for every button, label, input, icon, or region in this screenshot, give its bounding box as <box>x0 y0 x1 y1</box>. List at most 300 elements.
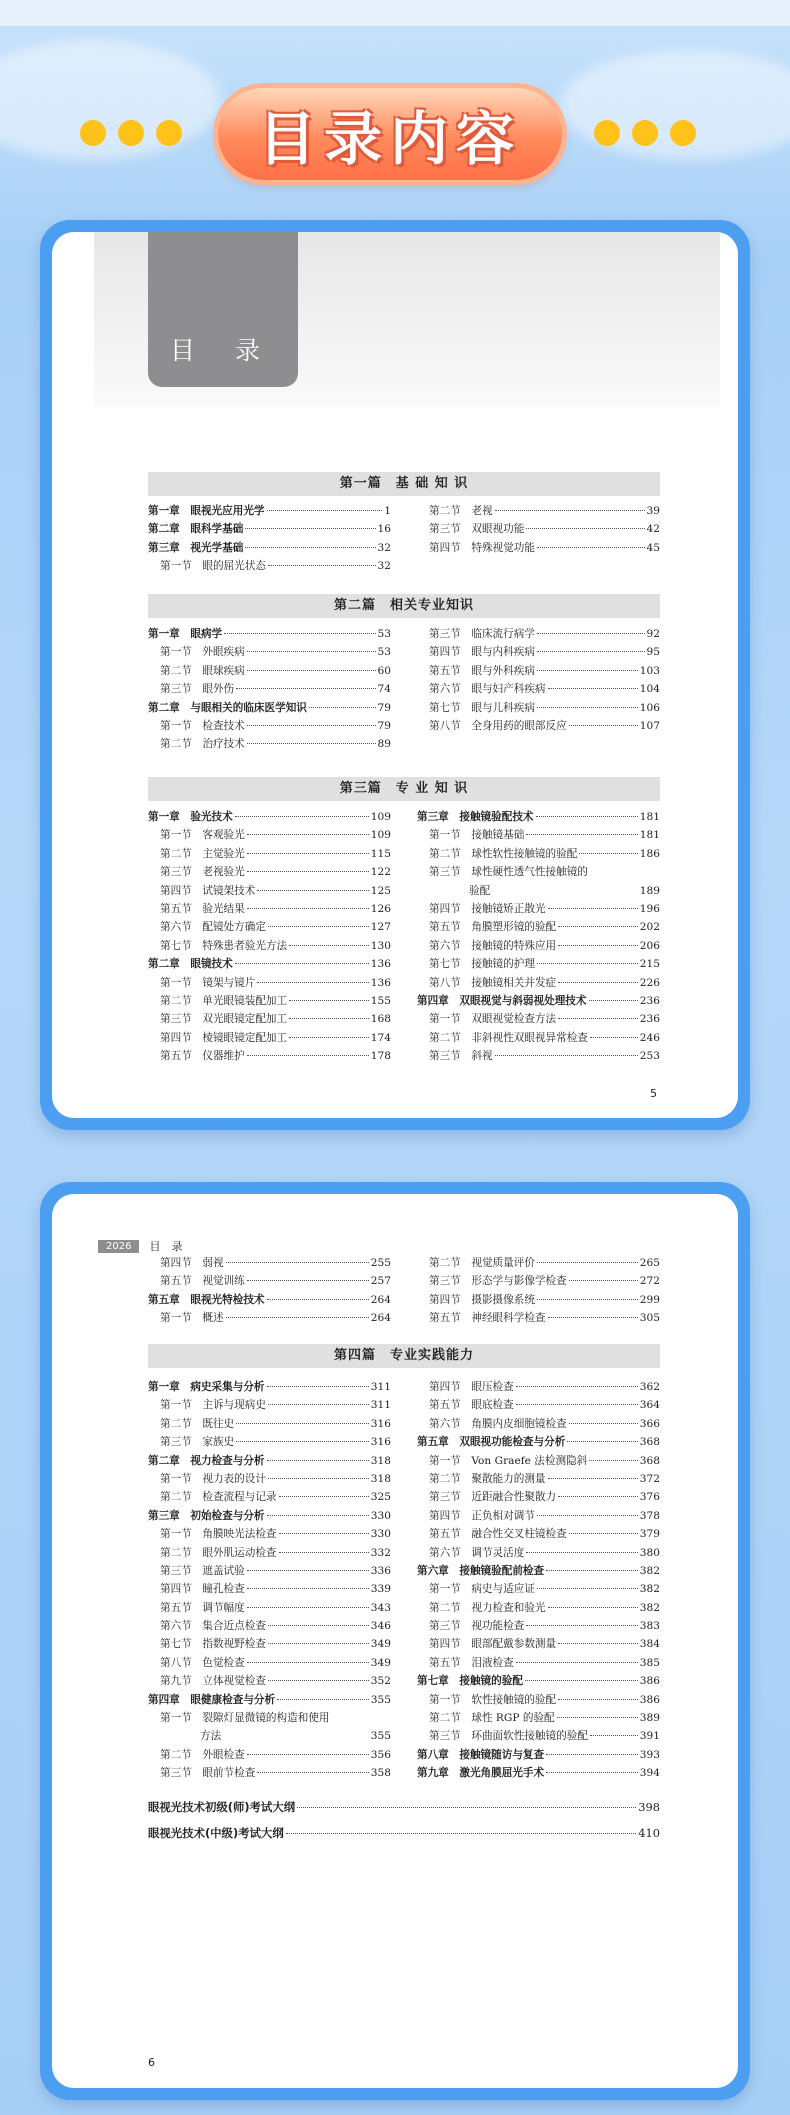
toc-section-entry <box>148 1047 391 1065</box>
year-label: 2026 <box>98 1240 139 1253</box>
toc-section-entry <box>417 918 660 936</box>
dot-leader <box>558 1018 638 1019</box>
toc-section-entry <box>417 1544 660 1562</box>
entry-title: 第二节 眼外肌运动检查 <box>160 1546 277 1559</box>
toc-section-entry <box>148 1029 391 1047</box>
entry-page-number: 272 <box>639 1275 660 1288</box>
dot-leader <box>516 1662 638 1663</box>
entry-title: 第二节 球性软性接触镜的验配 <box>429 847 578 860</box>
entry-title: 第三节 眼前节检查 <box>160 1767 256 1780</box>
dot-leader <box>526 1625 637 1626</box>
dot-decoration <box>670 120 696 146</box>
dot-leader <box>289 1037 369 1038</box>
dot-leader <box>537 707 638 708</box>
entry-title: 第七节 特殊患者验光方法 <box>160 939 288 952</box>
entry-title: 第五节 神经眼科学检查 <box>429 1312 546 1325</box>
running-title: 目 录 <box>149 1240 183 1253</box>
entry-title: 第二节 眼球疾病 <box>160 664 245 677</box>
entry-page-number: 316 <box>370 1436 391 1449</box>
entry-title: 第四节 眼与内科疾病 <box>429 646 535 659</box>
toc-section-entry <box>417 1378 660 1396</box>
dot-decoration <box>118 120 144 146</box>
toc-section-entry <box>148 680 391 698</box>
entry-page-number: 32 <box>377 541 391 554</box>
dot-leader <box>247 1662 369 1663</box>
dot-leader <box>558 1699 638 1700</box>
entry-page-number: 255 <box>370 1257 391 1269</box>
entry-title: 第四节 接触镜矫正散光 <box>429 902 546 915</box>
entry-page-number: 206 <box>639 939 660 952</box>
entry-title: 第七节 接触镜的护理 <box>429 958 535 971</box>
entry-title: 第一章 眼视光应用光学 <box>148 505 265 517</box>
entry-title: 眼视光技术初级(师)考试大纲 <box>148 1800 296 1814</box>
entry-title: 验配 <box>469 884 491 897</box>
entry-title: 第八章 接触镜随访与复查 <box>417 1748 545 1761</box>
entry-title: 第一节 视力表的设计 <box>160 1472 266 1485</box>
entry-title: 第二节 既往史 <box>160 1417 235 1430</box>
entry-page-number: 352 <box>370 1675 391 1688</box>
toc-column-right <box>417 1378 660 1783</box>
entry-title: 第一节 双眼视觉检查方法 <box>429 1013 557 1026</box>
toc-section-entry <box>417 1580 660 1598</box>
toc-section-entry <box>417 1617 660 1635</box>
entry-title: 第五节 调节幅度 <box>160 1601 245 1614</box>
entry-title: 第三节 遮盖试验 <box>160 1564 245 1577</box>
appendix-list <box>148 1794 660 1846</box>
dot-leader <box>516 1404 638 1405</box>
entry-title: 第二节 单光眼镜装配加工 <box>160 994 288 1007</box>
toc-section-entry <box>417 955 660 973</box>
toc-section-entry <box>148 1396 391 1414</box>
entry-title: 第四节 眼部配戴参数测量 <box>429 1638 557 1651</box>
toc-section-entry <box>417 662 660 680</box>
toc-column-right <box>417 808 660 1065</box>
dot-leader <box>267 1299 369 1300</box>
dot-leader <box>257 890 368 891</box>
entry-title: 第四节 试镜架技术 <box>160 884 256 897</box>
dot-leader <box>289 945 369 946</box>
entry-page-number: 264 <box>370 1293 391 1306</box>
toc-section-entry <box>417 1452 660 1470</box>
toc-section-entry <box>148 1010 391 1028</box>
entry-page-number: 382 <box>639 1583 660 1596</box>
entry-page-number: 236 <box>639 994 660 1007</box>
entry-page-number: 202 <box>639 921 660 934</box>
entry-title: 第三节 环曲面软性接触镜的验配 <box>429 1730 588 1743</box>
entry-page-number: 332 <box>370 1546 391 1559</box>
entry-page-number: 356 <box>370 1748 391 1761</box>
dot-leader <box>226 1317 369 1318</box>
part-title: 第一篇 基 础 知 识 <box>148 472 660 496</box>
entry-title: 第二章 眼科学基础 <box>148 523 244 536</box>
toc-section-entry <box>148 918 391 936</box>
toc-chapter-entry <box>417 1746 660 1764</box>
entry-title: 第四章 双眼视觉与斜弱视处理技术 <box>417 994 587 1007</box>
entry-title: 第三节 眼外伤 <box>160 683 235 696</box>
toc-section-entry <box>148 1672 391 1690</box>
entry-page-number: 339 <box>370 1583 391 1596</box>
entry-page-number: 311 <box>370 1399 391 1412</box>
entry-title: 第五节 角膜塑形镜的验配 <box>429 921 557 934</box>
toc-section-entry <box>417 1635 660 1653</box>
toc-chapter-entry <box>148 539 391 557</box>
dot-leader <box>537 963 638 964</box>
dot-leader <box>289 1000 369 1001</box>
entry-title: 第四节 弱视 <box>160 1257 224 1269</box>
entry-title: 第三节 形态学与影像学检查 <box>429 1275 567 1288</box>
entry-page-number: 372 <box>639 1472 660 1485</box>
toc-chapter-entry <box>417 1562 660 1580</box>
entry-title: 第九节 立体视觉检查 <box>160 1675 266 1688</box>
dot-leader <box>569 1423 638 1424</box>
toc-section-entry <box>148 1272 391 1290</box>
entry-page-number: 393 <box>639 1748 660 1761</box>
entry-title: 第六节 配镜处方确定 <box>160 921 266 934</box>
entry-page-number: 380 <box>639 1546 660 1559</box>
dot-leader <box>257 982 368 983</box>
entry-page-number: 362 <box>639 1381 660 1393</box>
entry-title: 第七节 指数视野检查 <box>160 1638 266 1651</box>
dot-leader <box>569 725 638 726</box>
entry-page-number: 318 <box>370 1472 391 1485</box>
entry-title: 第二节 治疗技术 <box>160 738 245 751</box>
entry-page-number: 376 <box>639 1491 660 1504</box>
entry-page-number: 109 <box>370 829 391 842</box>
entry-page-number: 364 <box>639 1399 660 1412</box>
toc-section-entry <box>148 662 391 680</box>
dot-leader <box>268 926 369 927</box>
dot-leader <box>247 743 376 744</box>
entry-page-number: 336 <box>370 1564 391 1577</box>
toc-column-right <box>417 1254 660 1328</box>
toc-section-entry <box>417 937 660 955</box>
toc-page-1 <box>52 232 738 1118</box>
toc-section-entry <box>417 1010 660 1028</box>
entry-title: 第五节 视觉训练 <box>160 1275 245 1288</box>
entry-title: 第八节 色觉检查 <box>160 1656 245 1669</box>
toc-section-entry <box>148 974 391 992</box>
toc-section-entry <box>417 845 660 863</box>
dot-leader <box>495 1055 638 1056</box>
entry-page-number: 60 <box>377 664 391 677</box>
entry-page-number: 53 <box>377 628 391 640</box>
entry-page-number: 343 <box>370 1601 391 1614</box>
entry-title: 第二节 视力检查和验光 <box>429 1601 546 1614</box>
entry-title: 第三节 双眼视功能 <box>429 523 525 536</box>
entry-title: 第二节 非斜视性双眼视异常检查 <box>429 1031 588 1044</box>
entry-page-number: 355 <box>370 1730 391 1743</box>
dot-leader <box>558 982 638 983</box>
entry-title: 第一章 验光技术 <box>148 811 233 823</box>
toc-section-entry <box>148 1580 391 1598</box>
entry-page-number: 368 <box>639 1436 660 1449</box>
dot-decoration <box>156 120 182 146</box>
dot-leader <box>235 963 369 964</box>
toc-chapter-entry <box>148 1378 391 1396</box>
dot-leader <box>537 633 645 634</box>
dot-leader <box>236 1441 369 1442</box>
top-strip <box>0 0 790 26</box>
toc-chapter-entry <box>417 1672 660 1690</box>
entry-title: 第二节 主觉验光 <box>160 847 245 860</box>
toc-section-entry <box>417 625 660 643</box>
dot-leader <box>279 1552 369 1553</box>
entry-page-number: 398 <box>638 1800 660 1814</box>
dot-leader <box>247 1607 369 1608</box>
toc-page-card-2 <box>40 1182 750 2100</box>
toc-chapter-entry <box>148 1507 391 1525</box>
entry-page-number: 325 <box>370 1491 391 1504</box>
dot-leader <box>526 528 644 529</box>
entry-page-number: 174 <box>370 1031 391 1044</box>
toc-section-entry <box>417 826 660 844</box>
entry-title: 第一节 镜架与镜片 <box>160 976 256 989</box>
toc-section-entry <box>417 974 660 992</box>
toc-column-right <box>417 625 660 735</box>
dot-leader <box>567 1441 637 1442</box>
toc-section-entry <box>417 1254 660 1272</box>
entry-page-number: 368 <box>639 1454 660 1467</box>
toc-section-entry <box>417 1291 660 1309</box>
toc-section-entry <box>417 900 660 918</box>
entry-title: 第二节 外眼检查 <box>160 1748 245 1761</box>
entry-title: 第一节 概述 <box>160 1312 224 1325</box>
entry-title: 第一节 接触镜基础 <box>429 829 525 842</box>
entry-page-number: 349 <box>370 1638 391 1651</box>
toc-section-entry <box>417 717 660 735</box>
toc-section-entry <box>417 1709 660 1727</box>
toc-section-entry <box>148 937 391 955</box>
toc-section-entry <box>148 826 391 844</box>
dot-leader <box>268 1643 369 1644</box>
dot-leader <box>537 547 645 548</box>
entry-page-number: 378 <box>639 1509 660 1522</box>
toc-section-entry <box>417 1488 660 1506</box>
entry-title: 第六章 接触镜验配前检查 <box>417 1564 545 1577</box>
entry-page-number: 16 <box>377 523 391 536</box>
entry-title: 第二章 与眼相关的临床医学知识 <box>148 701 307 714</box>
toc-chapter-entry <box>148 625 391 643</box>
entry-page-number: 410 <box>638 1826 660 1840</box>
entry-page-number: 186 <box>639 847 660 860</box>
entry-title: 第一节 外眼疾病 <box>160 646 245 659</box>
dot-leader <box>247 834 369 835</box>
dot-leader <box>245 528 375 529</box>
dot-leader <box>247 1588 369 1589</box>
toc-section-entry <box>417 1691 660 1709</box>
toc-section-entry <box>148 1309 391 1327</box>
dot-leader <box>224 633 375 634</box>
entry-title: 第八节 全身用药的眼部反应 <box>429 719 567 732</box>
entry-page-number: 382 <box>639 1564 660 1577</box>
entry-title: 第二章 视力检查与分析 <box>148 1454 265 1467</box>
dot-leader <box>557 1717 638 1718</box>
entry-title: 第六节 集合近点检查 <box>160 1620 266 1633</box>
dot-leader <box>247 725 376 726</box>
toc-section-entry <box>148 557 391 575</box>
dot-decoration <box>594 120 620 146</box>
dot-leader <box>247 1570 369 1571</box>
entry-title: 第五节 眼与外科疾病 <box>429 664 535 677</box>
entry-title: 第五节 眼底检查 <box>429 1399 514 1412</box>
toc-heading-tab: 目 录 <box>148 232 298 387</box>
entry-page-number: 215 <box>639 958 660 971</box>
toc-section-entry <box>417 1029 660 1047</box>
entry-title: 第四节 眼压检查 <box>429 1381 514 1393</box>
dot-decoration <box>632 120 658 146</box>
banner-pill <box>218 88 562 180</box>
entry-title: 第一节 角膜映光法检查 <box>160 1528 277 1541</box>
entry-title: 第四节 瞳孔检查 <box>160 1583 245 1596</box>
banner <box>0 80 790 190</box>
toc-column-left <box>148 1378 391 1783</box>
dot-leader <box>268 1404 369 1405</box>
entry-title: 第六节 眼与妇产科疾病 <box>429 683 546 696</box>
toc-section-entry <box>417 1599 660 1617</box>
entry-title: 第三节 近距融合性聚散力 <box>429 1491 557 1504</box>
dot-leader <box>590 1735 638 1736</box>
dot-leader <box>309 707 376 708</box>
entry-page-number: 130 <box>370 939 391 952</box>
entry-page-number: 383 <box>639 1620 660 1633</box>
toc-column-left <box>148 502 391 576</box>
toc-section-entry <box>148 1254 391 1272</box>
entry-title: 第四节 特殊视觉功能 <box>429 541 535 554</box>
entry-title: 第一节 软性接触镜的验配 <box>429 1693 557 1706</box>
entry-page-number: 79 <box>377 719 391 732</box>
entry-page-number: 74 <box>377 683 391 696</box>
entry-title: 第六节 角膜内皮细胞镜检查 <box>429 1417 567 1430</box>
dot-leader <box>548 1607 638 1608</box>
entry-title: 第五节 融合性交叉柱镜检查 <box>429 1528 567 1541</box>
dot-leader <box>537 1299 638 1300</box>
toc-section-entry <box>148 1544 391 1562</box>
entry-page-number: 126 <box>370 902 391 915</box>
entry-title: 第三节 家族史 <box>160 1436 235 1449</box>
running-header <box>98 1238 182 1254</box>
entry-title: 第四节 摄影摄像系统 <box>429 1293 535 1306</box>
toc-section-entry <box>148 1746 391 1764</box>
dot-leader <box>548 688 638 689</box>
toc-section-entry <box>417 520 660 538</box>
entry-page-number: 42 <box>646 523 660 536</box>
toc-section-entry <box>417 1507 660 1525</box>
dot-leader <box>558 945 638 946</box>
toc-section-entry <box>148 1654 391 1672</box>
dot-leader <box>526 1552 637 1553</box>
dot-leader <box>235 816 369 817</box>
entry-page-number: 265 <box>639 1257 660 1269</box>
toc-section-entry <box>417 699 660 717</box>
toc-section-entry <box>148 1617 391 1635</box>
entry-page-number: 349 <box>370 1656 391 1669</box>
entry-title: 第一节 Von Graefe 法检测隐斜 <box>429 1454 588 1467</box>
toc-section-entry <box>417 539 660 557</box>
entry-page-number: 106 <box>639 701 660 714</box>
entry-page-number: 385 <box>639 1656 660 1669</box>
page-number: 6 <box>148 2056 155 2069</box>
toc-section-entry <box>417 1470 660 1488</box>
entry-title: 第一节 主诉与现病史 <box>160 1399 266 1412</box>
entry-page-number: 53 <box>377 646 391 659</box>
dot-leader <box>268 1625 369 1626</box>
entry-title: 第五章 双眼视功能检查与分析 <box>417 1436 566 1449</box>
dot-leader <box>247 871 369 872</box>
entry-page-number: 1 <box>384 505 391 517</box>
banner-title: 目录内容 <box>257 105 522 173</box>
dot-leader <box>537 1588 638 1589</box>
entry-page-number: 311 <box>370 1381 391 1393</box>
dot-leader <box>590 1037 638 1038</box>
entry-title: 第二节 球性 RGP 的验配 <box>429 1712 555 1725</box>
toc-section-entry <box>148 900 391 918</box>
toc-section-entry <box>148 1525 391 1543</box>
entry-page-number: 236 <box>639 1013 660 1026</box>
entry-page-number: 253 <box>639 1050 660 1063</box>
entry-title: 第二章 眼镜技术 <box>148 958 233 971</box>
entry-page-number: 318 <box>370 1454 391 1467</box>
toc-section-entry <box>417 1396 660 1414</box>
entry-title: 第一章 眼病学 <box>148 628 223 640</box>
toc-section-entry <box>148 845 391 863</box>
entry-page-number: 122 <box>370 866 391 879</box>
dot-leader <box>537 1262 638 1263</box>
part-title: 第四篇 专业实践能力 <box>148 1344 660 1368</box>
entry-page-number: 366 <box>639 1417 660 1430</box>
entry-title: 第二节 检查流程与记录 <box>160 1491 277 1504</box>
toc-section-entry <box>148 1599 391 1617</box>
dot-leader <box>245 547 375 548</box>
entry-page-number: 104 <box>639 683 660 696</box>
toc-section-entry <box>148 1764 391 1782</box>
entry-page-number: 330 <box>370 1528 391 1541</box>
toc-chapter-entry <box>148 808 391 826</box>
toc-chapter-entry <box>148 502 391 520</box>
dot-leader <box>536 816 638 817</box>
toc-chapter-entry <box>148 1291 391 1309</box>
toc-page-2 <box>52 1194 738 2088</box>
dot-decoration <box>80 120 106 146</box>
entry-page-number: 389 <box>639 1712 660 1725</box>
dot-leader <box>558 926 638 927</box>
entry-page-number: 39 <box>646 505 660 517</box>
dot-leader <box>277 1699 369 1700</box>
entry-title: 第五节 仪器维护 <box>160 1050 245 1063</box>
dot-leader <box>286 1833 637 1834</box>
dot-leader <box>247 853 369 854</box>
toc-section-entry <box>148 1415 391 1433</box>
entry-title: 第七章 接触镜的验配 <box>417 1675 523 1688</box>
toc-section-entry <box>417 1525 660 1543</box>
toc-chapter-entry <box>417 992 660 1010</box>
toc-column-left <box>148 1254 391 1328</box>
entry-page-number: 358 <box>370 1767 391 1780</box>
dot-leader <box>495 510 645 511</box>
entry-title: 第四章 眼健康检查与分析 <box>148 1693 276 1706</box>
toc-chapter-entry <box>148 520 391 538</box>
entry-page-number: 305 <box>639 1312 660 1325</box>
toc-section-entry <box>148 863 391 881</box>
dot-leader <box>537 651 645 652</box>
dot-leader <box>548 1478 638 1479</box>
entry-title: 第三节 双光眼镜定配加工 <box>160 1013 288 1026</box>
entry-page-number: 89 <box>377 738 391 751</box>
toc-section-entry <box>148 992 391 1010</box>
dot-leader <box>537 670 638 671</box>
entry-title: 第五章 眼视光特检技术 <box>148 1293 265 1306</box>
entry-title: 第一节 眼的屈光状态 <box>160 560 266 573</box>
entry-page-number: 316 <box>370 1417 391 1430</box>
